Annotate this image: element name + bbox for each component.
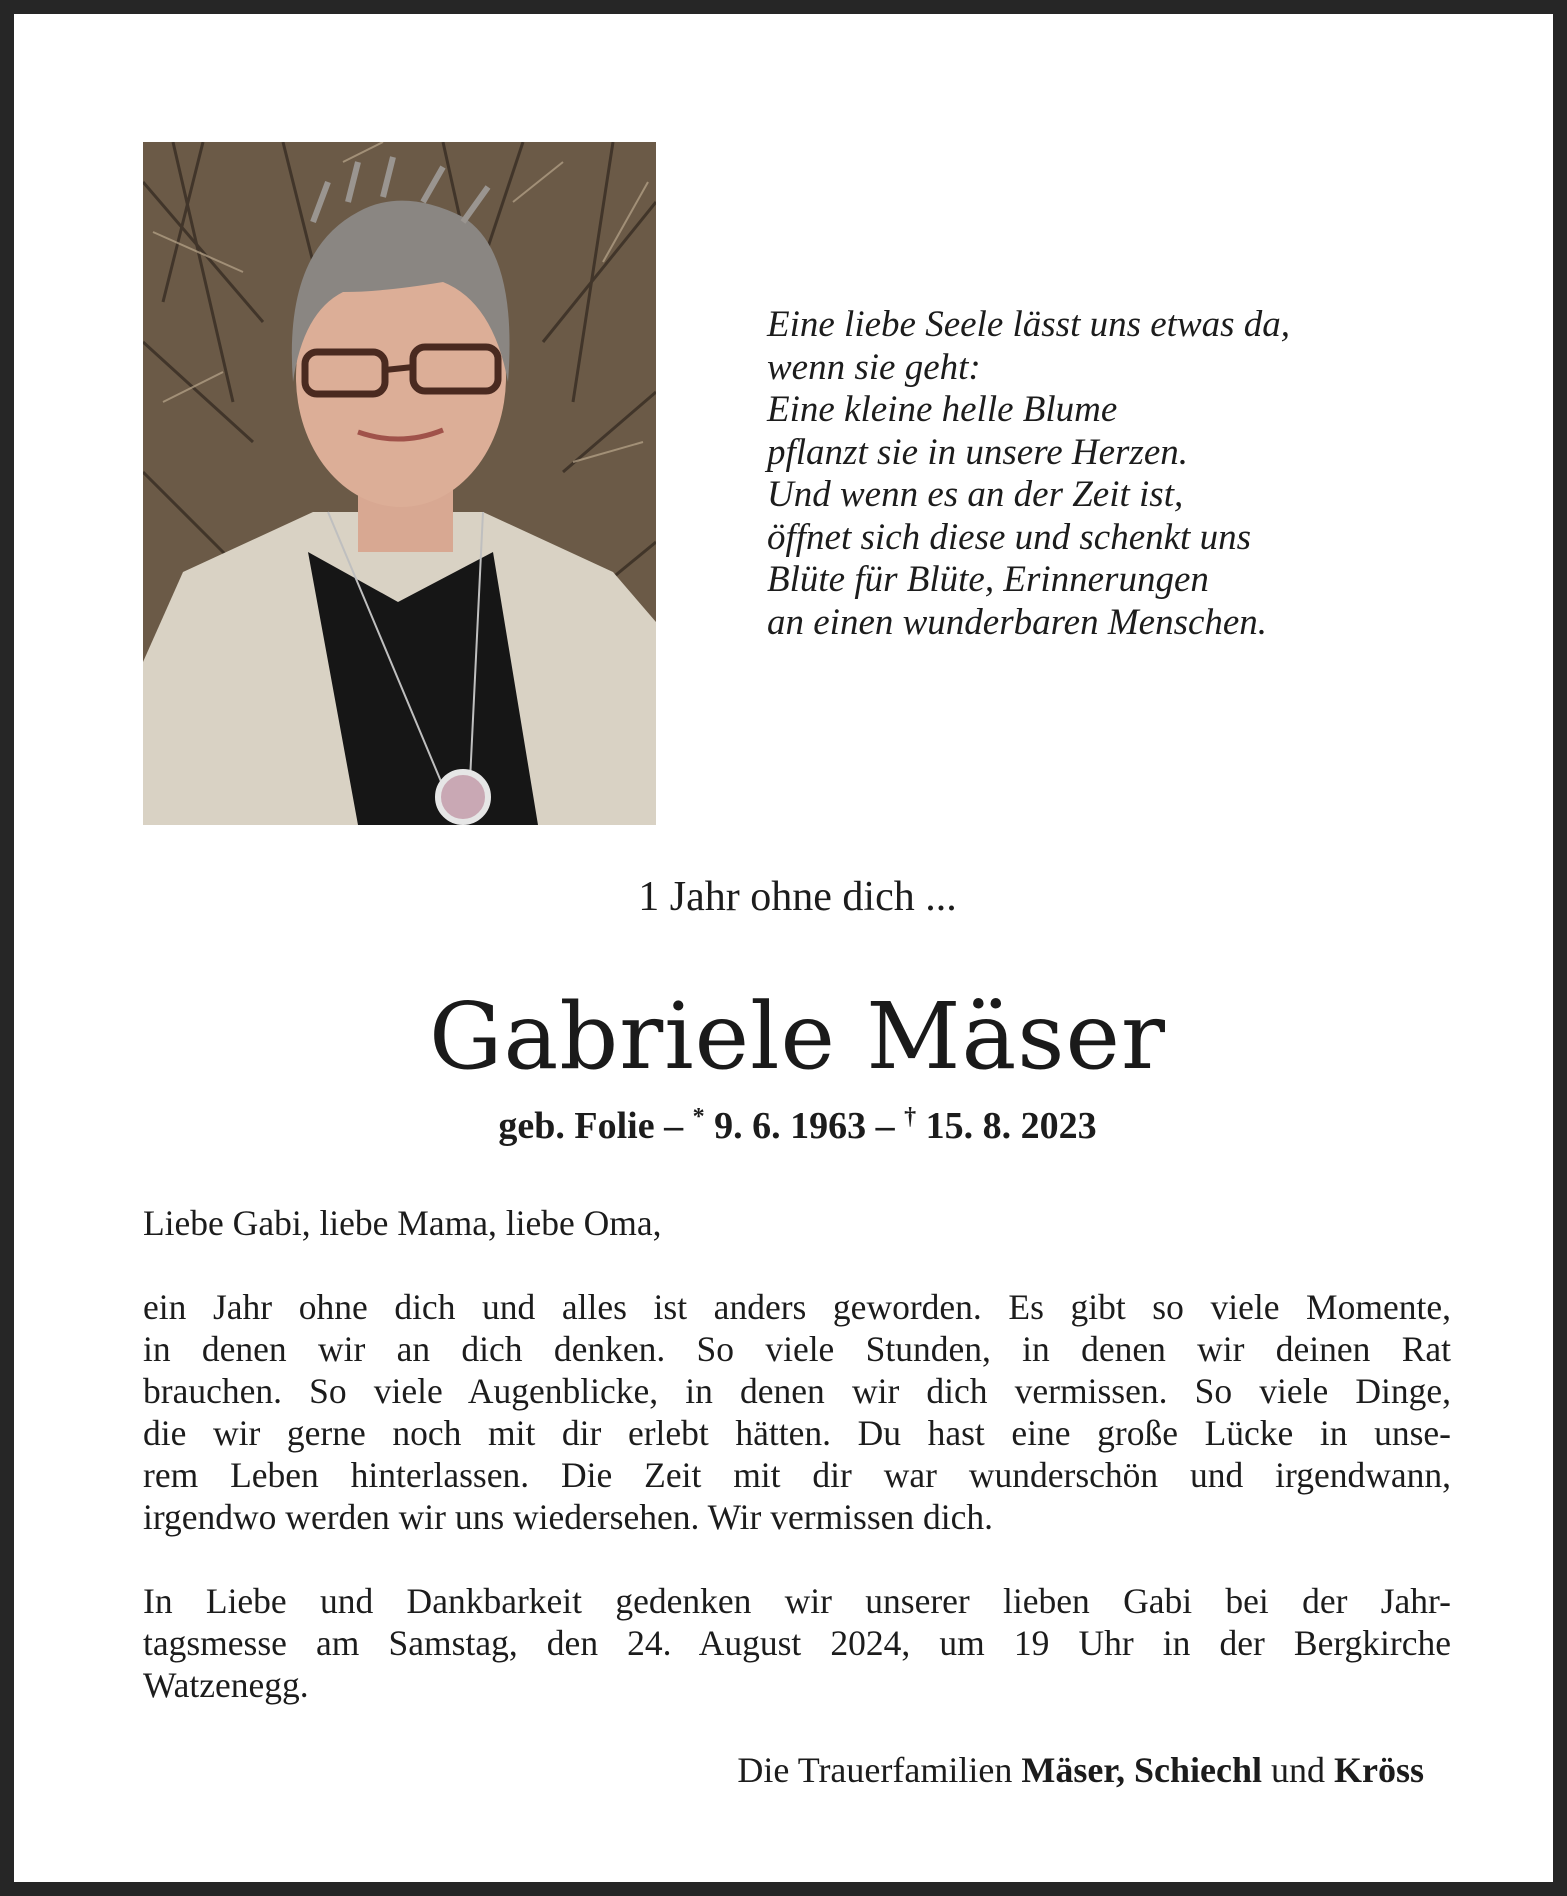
memorial-poem (767, 304, 1407, 644)
poem-line: öffnet sich diese und schenkt uns (767, 516, 1251, 558)
deceased-name: Gabriele Mäser (429, 983, 1166, 1090)
poem-line: Und wenn es an der Zeit ist, (767, 474, 1184, 515)
maiden-name: geb. Folie – (498, 1105, 693, 1147)
text-line: Watzenegg. (143, 1665, 309, 1705)
poem-line: Blüte für Blüte, Erinnerungen (767, 559, 1209, 600)
letter-paragraph-1 (143, 1286, 1451, 1538)
signature-prefix: Die Trauerfamilien (737, 1750, 1022, 1790)
text-line: rem Leben hinterlassen. Die Zeit mit dir war wunderschön und irgendwann, (143, 1455, 1451, 1495)
poem-line: Eine liebe Seele lässt uns etwas da, (767, 304, 1291, 345)
death-symbol: † (904, 1104, 917, 1130)
letter-paragraph-2 (143, 1580, 1451, 1706)
anniversary-heading: 1 Jahr ohne dich ... (638, 874, 957, 920)
signature-connector: und (1262, 1750, 1334, 1790)
poem-line: an einen wunderbaren Menschen. (767, 601, 1268, 643)
family-signature (737, 1748, 1424, 1792)
family-names-2: Kröss (1334, 1750, 1424, 1790)
life-dates (14, 1102, 1567, 1150)
text-line: tagsmesse am Samstag, den 24. August 2024, um 19 Uhr in der Bergkirche (143, 1623, 1451, 1663)
birth-date: 9. 6. 1963 – (704, 1105, 905, 1147)
poem-line: wenn sie geht: (767, 346, 981, 388)
death-date: 15. 8. 2023 (916, 1105, 1097, 1147)
text-line: in denen wir an dich denken. So viele Stunden, in denen wir deinen Rat (143, 1329, 1451, 1369)
portrait-image (143, 142, 656, 825)
poem-line: pflanzt sie in unsere Herzen. (767, 431, 1189, 473)
text-line: In Liebe und Dankbarkeit gedenken wir unserer lieben Gabi bei der Jahr- (143, 1581, 1451, 1621)
text-line: irgendwo werden wir uns wiedersehen. Wir vermissen dich. (143, 1497, 994, 1537)
poem-line: Eine kleine helle Blume (767, 389, 1118, 430)
text-line: die wir gerne noch mit dir erlebt hätten. Du hast eine große Lücke in unse- (143, 1413, 1451, 1453)
text-line: brauchen. So viele Augenblicke, in denen wir dich vermissen. So viele Dinge, (143, 1371, 1451, 1411)
letter-greeting: Liebe Gabi, liebe Mama, liebe Oma, (143, 1203, 662, 1243)
family-names-1: Mäser, Schiechl (1021, 1750, 1262, 1790)
birth-symbol: * (692, 1104, 705, 1130)
portrait-photo (143, 142, 656, 825)
text-line: ein Jahr ohne dich und alles ist anders geworden. Es gibt so viele Momente, (143, 1287, 1451, 1327)
